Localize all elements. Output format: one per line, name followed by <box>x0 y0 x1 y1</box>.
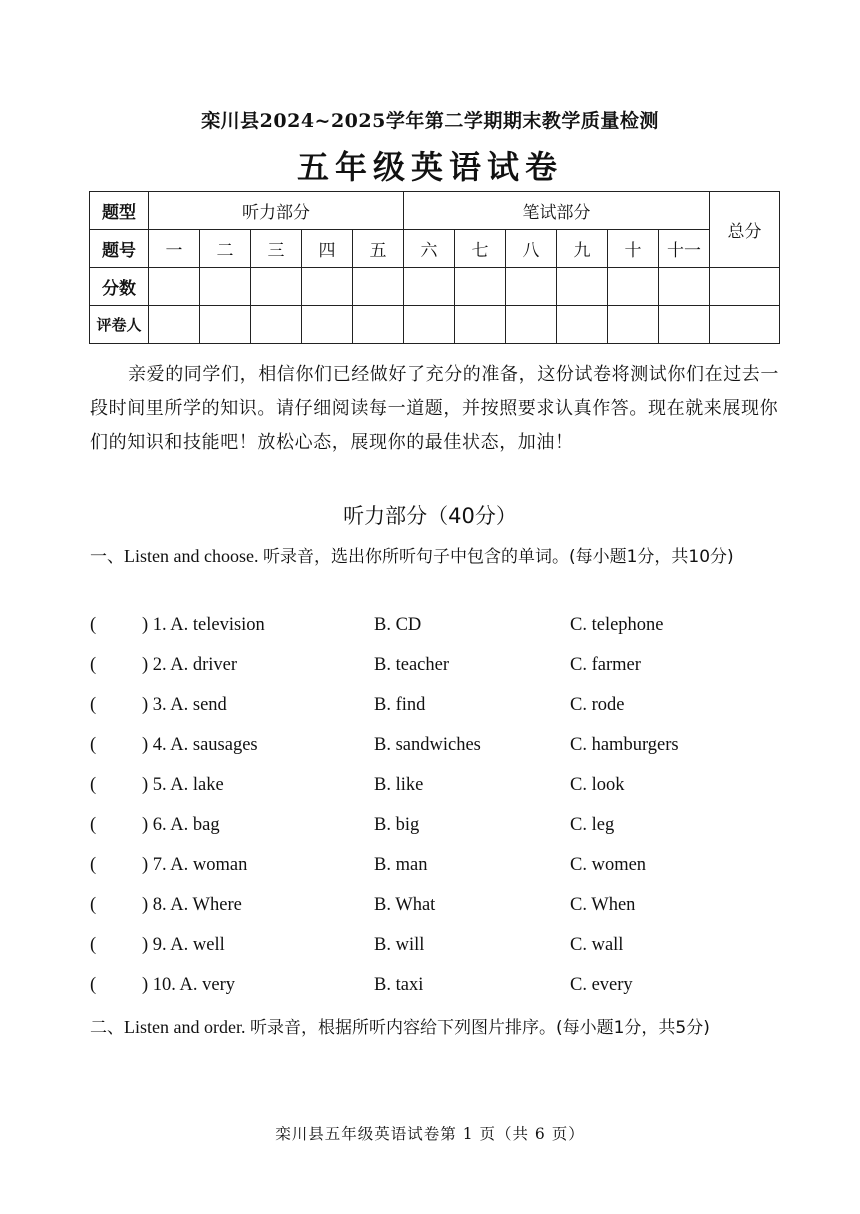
score-cell <box>302 268 353 306</box>
grader-label: 评卷人 <box>90 306 149 344</box>
grader-cell <box>608 306 659 344</box>
question-row <box>90 975 780 1003</box>
part2-instruction-en: Listen and order. <box>124 1017 250 1037</box>
score-cell <box>455 268 506 306</box>
option-c: C. rode <box>570 695 625 715</box>
option-a: ) 8. A. Where <box>142 895 242 915</box>
option-c: C. farmer <box>570 655 641 675</box>
question-row <box>90 615 780 643</box>
answer-blank[interactable]: ( <box>90 975 97 995</box>
listening-header: 听力部分 <box>149 192 404 230</box>
question-number: 三 <box>251 230 302 268</box>
question-number: 七 <box>455 230 506 268</box>
part1-instruction <box>90 539 780 574</box>
option-a: ) 7. A. woman <box>142 855 248 875</box>
exam-title: 五年级英语试卷 <box>296 148 563 186</box>
question-number: 九 <box>557 230 608 268</box>
exam-subtitle: 栾川县2024~2025学年第二学期期末教学质量检测 <box>201 110 659 132</box>
option-a: ) 4. A. sausages <box>142 735 258 755</box>
score-table-score-row <box>90 268 780 306</box>
answer-blank[interactable]: ( <box>90 615 97 635</box>
option-b: B. What <box>374 895 436 915</box>
score-cell <box>659 268 710 306</box>
option-c: C. women <box>570 855 647 875</box>
part1-number: 一、 <box>90 547 124 567</box>
question-number: 八 <box>506 230 557 268</box>
option-c: C. look <box>570 775 625 795</box>
question-number: 十 <box>608 230 659 268</box>
writing-header: 笔试部分 <box>404 192 710 230</box>
part2-instruction <box>90 1010 780 1045</box>
answer-blank[interactable]: ( <box>90 735 97 755</box>
question-row <box>90 695 780 723</box>
question-row <box>90 775 780 803</box>
option-c: C. telephone <box>570 615 664 635</box>
score-cell <box>557 268 608 306</box>
option-c: C. hamburgers <box>570 735 679 755</box>
score-table-type-row <box>90 192 780 230</box>
part1-instruction-en: Listen and choose. <box>124 546 263 566</box>
part2-instruction-cn: 听录音，根据所听内容给下列图片排序。(每小题1分，共5分) <box>249 1018 710 1038</box>
question-row <box>90 855 780 883</box>
part1-instruction-cn: 听录音，选出你所听句子中包含的单词。(每小题1分，共10分) <box>262 547 734 567</box>
score-table-number-row <box>90 230 780 268</box>
question-number: 十一 <box>659 230 710 268</box>
option-a: ) 2. A. driver <box>142 655 238 675</box>
total-score-cell <box>710 268 780 306</box>
grader-cell <box>251 306 302 344</box>
grader-cell <box>149 306 200 344</box>
question-number: 六 <box>404 230 455 268</box>
option-a: ) 5. A. lake <box>142 775 224 795</box>
score-label: 分数 <box>90 268 149 306</box>
option-b: B. find <box>374 695 426 715</box>
grader-cell <box>200 306 251 344</box>
option-c: C. leg <box>570 815 615 835</box>
grader-cell <box>404 306 455 344</box>
section-title-listening: 听力部分（40分） <box>343 504 517 528</box>
score-cell <box>251 268 302 306</box>
option-b: B. teacher <box>374 655 449 675</box>
option-b: B. big <box>374 815 420 835</box>
option-b: B. will <box>374 935 425 955</box>
grader-cell <box>302 306 353 344</box>
score-table-grader-row <box>90 306 780 344</box>
question-row <box>90 935 780 963</box>
page-footer: 栾川县五年级英语试卷第 1 页（共 6 页） <box>275 1125 585 1143</box>
question-number: 五 <box>353 230 404 268</box>
grader-cell <box>455 306 506 344</box>
question-number: 四 <box>302 230 353 268</box>
answer-blank[interactable]: ( <box>90 695 97 715</box>
score-cell <box>608 268 659 306</box>
intro-paragraph: 亲爱的同学们，相信你们已经做好了充分的准备，这份试卷将测试你们在过去一段时间里所学的知识。请仔细阅读每一道题，并按照要求认真作答。现在就来展现你们的知识和技能吧！放松心态，展现你的最佳状态，加油！ <box>90 364 779 453</box>
answer-blank[interactable]: ( <box>90 935 97 955</box>
score-cell <box>149 268 200 306</box>
type-label: 题型 <box>90 192 149 230</box>
option-b: B. man <box>374 855 428 875</box>
total-grader-cell <box>710 306 780 344</box>
answer-blank[interactable]: ( <box>90 895 97 915</box>
grader-cell <box>506 306 557 344</box>
question-row <box>90 895 780 923</box>
question-row <box>90 815 780 843</box>
question-row <box>90 655 780 683</box>
score-cell <box>353 268 404 306</box>
option-c: C. wall <box>570 935 624 955</box>
total-header: 总分 <box>710 192 780 268</box>
grader-cell <box>353 306 404 344</box>
answer-blank[interactable]: ( <box>90 855 97 875</box>
option-b: B. CD <box>374 615 422 635</box>
answer-blank[interactable]: ( <box>90 655 97 675</box>
number-label: 题号 <box>90 230 149 268</box>
option-c: C. When <box>570 895 636 915</box>
part2-number: 二、 <box>90 1018 124 1038</box>
option-b: B. taxi <box>374 975 424 995</box>
option-c: C. every <box>570 975 633 995</box>
option-a: ) 9. A. well <box>142 935 225 955</box>
grader-cell <box>659 306 710 344</box>
option-b: B. sandwiches <box>374 735 481 755</box>
option-b: B. like <box>374 775 424 795</box>
option-a: ) 6. A. bag <box>142 815 220 835</box>
answer-blank[interactable]: ( <box>90 775 97 795</box>
option-a: ) 1. A. television <box>142 615 265 635</box>
question-number: 一 <box>149 230 200 268</box>
answer-blank[interactable]: ( <box>90 815 97 835</box>
score-cell <box>506 268 557 306</box>
question-number: 二 <box>200 230 251 268</box>
option-a: ) 3. A. send <box>142 695 227 715</box>
score-table <box>89 191 780 344</box>
score-cell <box>200 268 251 306</box>
score-cell <box>404 268 455 306</box>
option-a: ) 10. A. very <box>142 975 235 995</box>
grader-cell <box>557 306 608 344</box>
question-row <box>90 735 780 763</box>
